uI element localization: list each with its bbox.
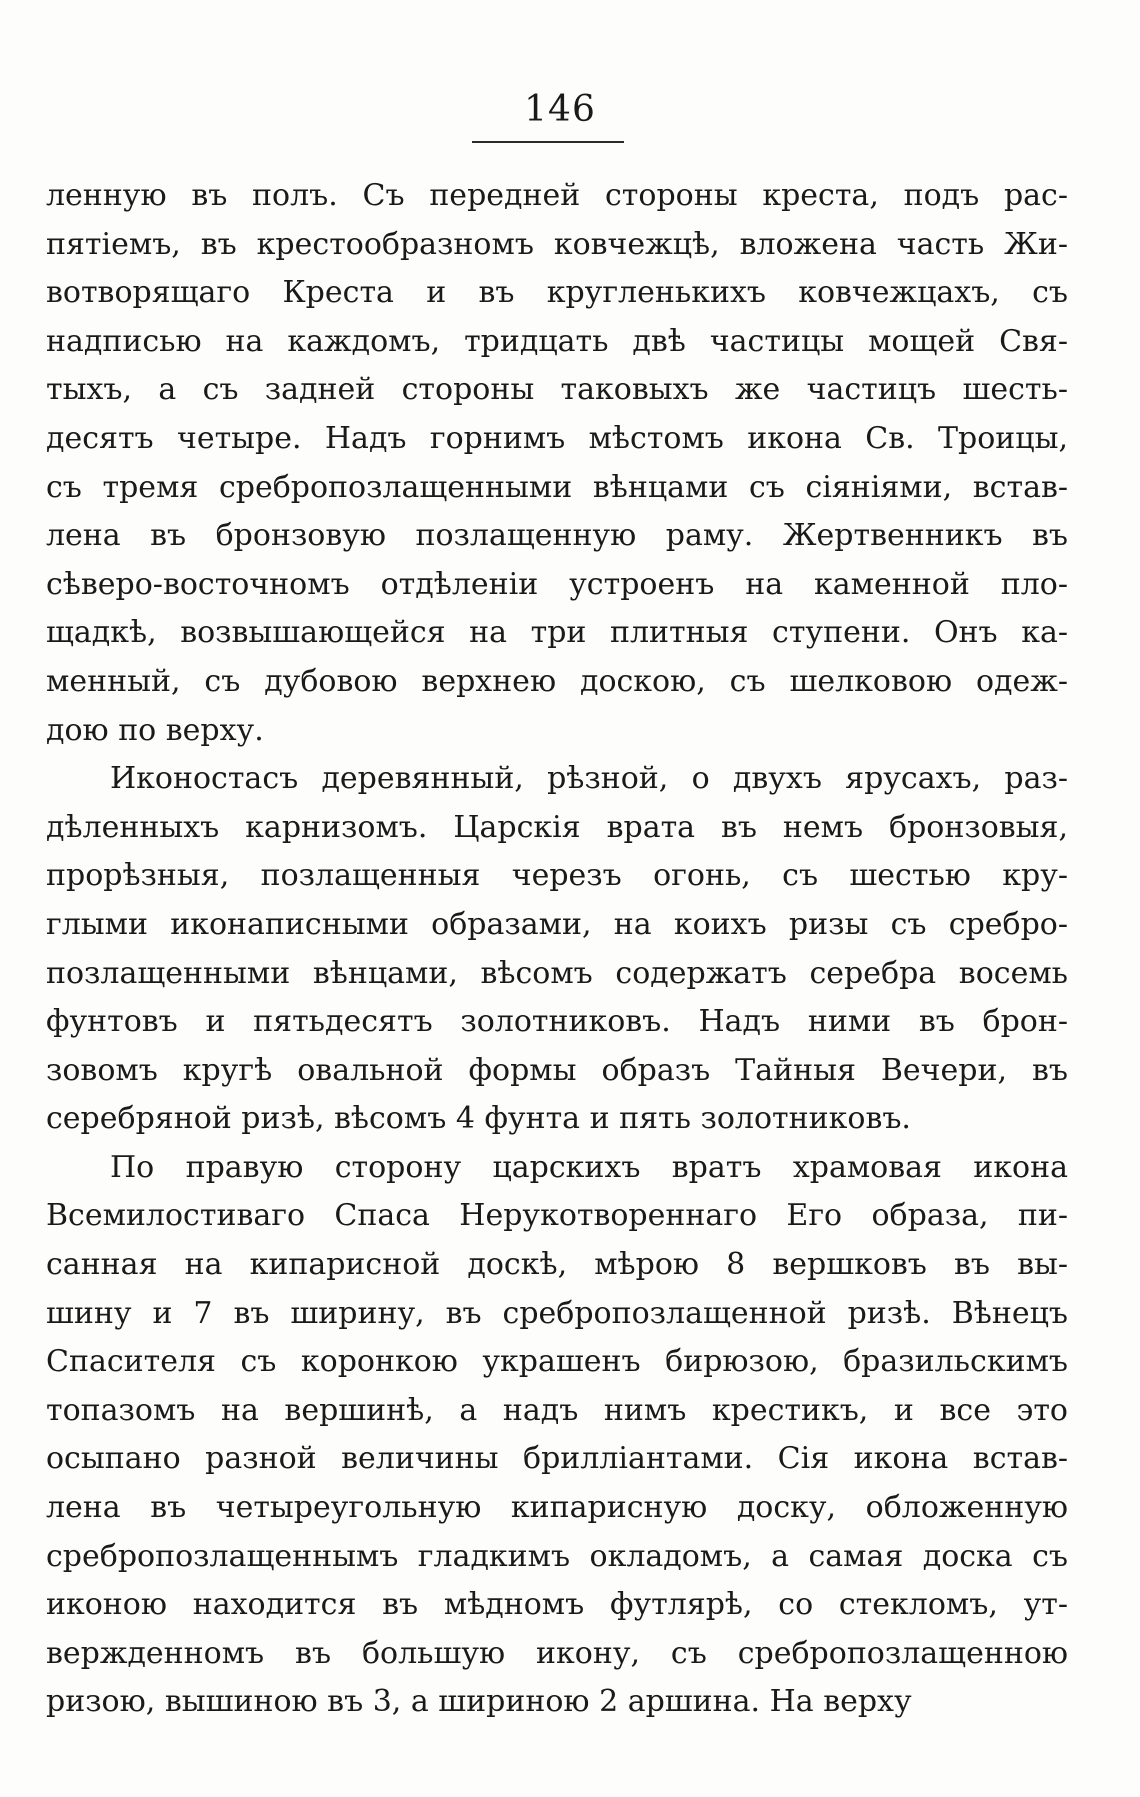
page-number: 146 [524,89,596,130]
text-line: вержденномъ въ большую икону, съ сребропозлащенною [46,1635,1068,1671]
header-rule [472,141,624,143]
text-line: сѣверо-восточномъ отдѣленiи устроенъ на каменной пло- [46,566,1068,602]
text-line: съ тремя сребропозлащенными вѣнцами съ сiянiями, встав- [46,469,1068,505]
text-line: лена въ бронзовую позлащенную раму. Жертвенникъ въ [46,518,1068,554]
text-line: вотворящаго Креста и въ кругленькихъ ковчежцахъ, съ [46,275,1068,311]
text-line: пятiемъ, въ крестообразномъ ковчежцѣ, вложена часть Жи- [46,226,1068,262]
text-line: дѣленныхъ карнизомъ. Царскiя врата въ немъ бронзовыя, [46,809,1068,845]
text-line: прорѣзныя, позлащенныя черезъ огонь, съ шестью кру- [46,858,1068,894]
text-line: Всемилостиваго Спаса Нерукотвореннаго Его образа, пи- [46,1198,1068,1234]
text-line: дою по верху. [46,712,264,748]
body-text [46,172,1068,1727]
text-line: шину и 7 въ ширину, въ сребропозлащенной ризѣ. Вѣнецъ [46,1295,1068,1331]
page-header [0,88,1140,132]
text-line: Иконостасъ деревянный, рѣзной, о двухъ ярусахъ, раз- [110,761,1068,797]
text-line: позлащенными вѣнцами, вѣсомъ содержатъ серебра восемь [46,955,1068,991]
text-line: сребропозлащеннымъ гладкимъ окладомъ, а самая доска съ [46,1538,1068,1574]
text-line: тыхъ, а съ задней стороны таковыхъ же частицъ шесть- [46,372,1068,408]
text-line: зовомъ кругѣ овальной формы образъ Тайныя Вечери, въ [46,1052,1068,1088]
text-line: серебряной ризѣ, вѣсомъ 4 фунта и пять золотниковъ. [46,1101,911,1137]
text-line: Спасителя съ коронкою украшенъ бирюзою, бразильскимъ [46,1344,1068,1380]
text-line: осыпано разной величины бриллiантами. Сiя икона встав- [46,1441,1068,1477]
text-line: санная на кипарисной доскѣ, мѣрою 8 вершковъ въ вы- [46,1247,1068,1283]
text-line: ризою, вышиною въ 3, а шириною 2 аршина. На верху [46,1684,912,1720]
text-line: десятъ четыре. Надъ горнимъ мѣстомъ икона Св. Троицы, [46,420,1068,456]
text-line: лена въ четыреугольную кипарисную доску, обложенную [46,1490,1068,1526]
text-line: иконою находится въ мѣдномъ футлярѣ, со стекломъ, ут- [46,1587,1068,1623]
text-line: менный, съ дубовою верхнею доскою, съ шелковою одеж- [46,663,1068,699]
text-line: фунтовъ и пятьдесятъ золотниковъ. Надъ ними въ брон- [46,1004,1068,1040]
text-line: надписью на каждомъ, тридцать двѣ частицы мощей Свя- [46,323,1068,359]
text-line: ленную въ полъ. Съ передней стороны креста, подъ рас- [46,178,1068,213]
text-line: топазомъ на вершинѣ, а надъ нимъ крестикъ, и все это [46,1392,1068,1428]
text-line: глыми иконаписными образами, на коихъ ризы съ сребро- [46,906,1068,942]
text-line: щадкѣ, возвышающейся на три плитныя ступени. Онъ ка- [46,615,1068,651]
text-line: По правую сторону царскихъ вратъ храмовая икона [110,1149,1068,1185]
